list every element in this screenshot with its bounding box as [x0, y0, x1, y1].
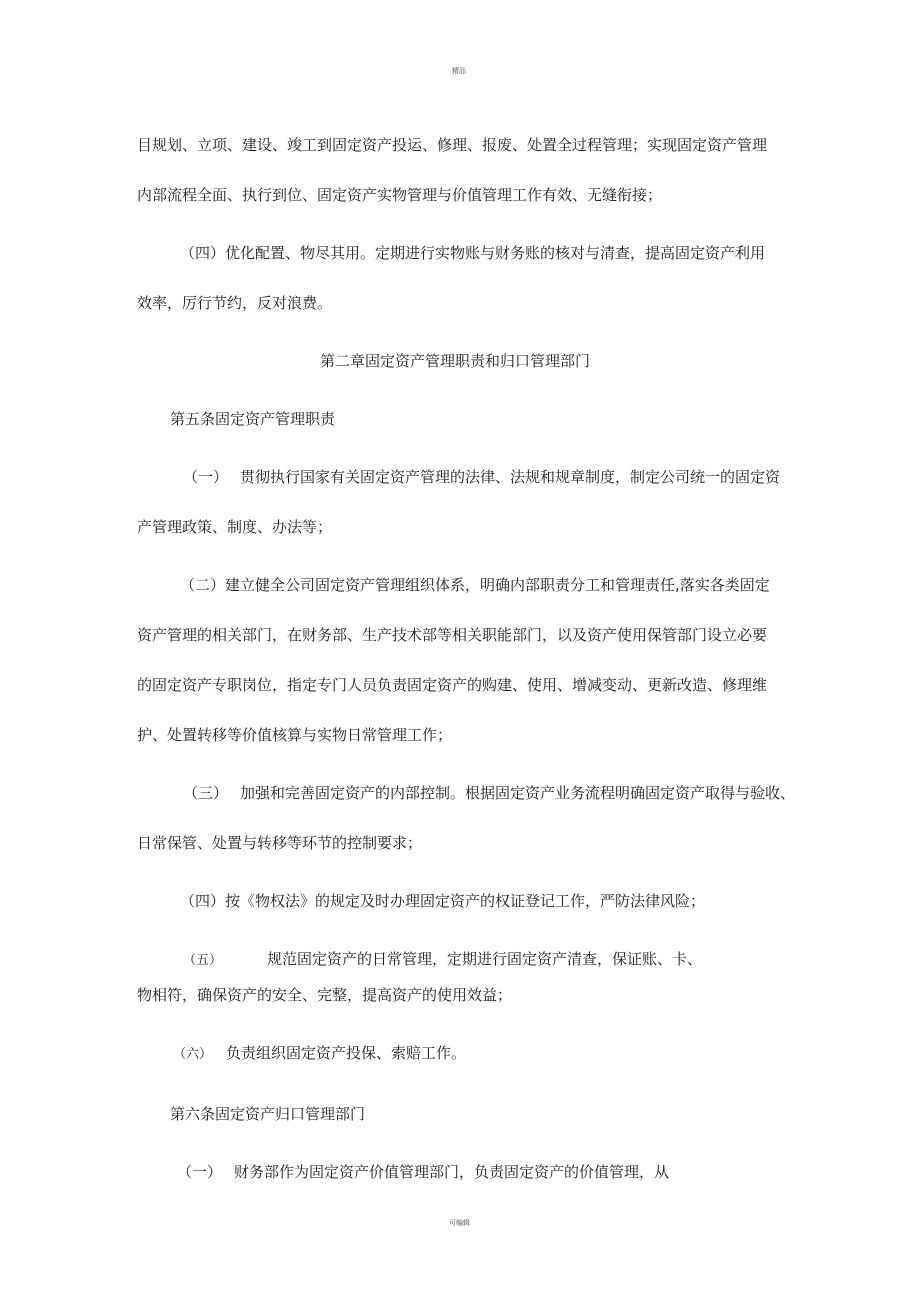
- paragraph-line: 效率，厉行节约，反对浪费。: [137, 294, 333, 312]
- paragraph-line: 护、处置转移等价值核算与实物日常管理工作；: [137, 726, 453, 744]
- header-mark: 精品: [452, 67, 466, 75]
- paragraph-line: 内部流程全面、执行到位、固定资产实物管理与价值管理工作有效、无缝衔接；: [137, 186, 663, 204]
- item-number: （一）: [183, 468, 229, 486]
- paragraph-line: （二）建立健全公司固定资产管理组织体系，明确内部职责分工和管理责任,落实各类固定: [180, 576, 770, 594]
- footer-mark: 可编辑: [449, 1219, 470, 1227]
- article-title: 第五条固定资产管理职责: [170, 410, 336, 428]
- chapter-title: 第二章固定资产管理职责和归口管理部门: [320, 352, 591, 370]
- item-number: （一）: [177, 1163, 223, 1181]
- item-text: 财务部作为固定资产价值管理部门，负责固定资产的价值管理，从: [234, 1163, 670, 1181]
- paragraph-line: （四）优化配置、物尽其用。定期进行实物账与财务账的核对与清查，提高固定资产利用: [180, 244, 766, 262]
- paragraph-line: 产管理政策、制度、办法等；: [137, 518, 333, 536]
- paragraph-line: [183, 467, 780, 487]
- item-number: （三）: [183, 784, 229, 802]
- paragraph-line: （四）按《物权法》的规定及时办理固定资产的权证登记工作，严防法律风险；: [180, 892, 706, 910]
- item-text: 负责组织固定资产投保、索赔工作。: [226, 1044, 467, 1062]
- item-number: （五）: [183, 953, 223, 968]
- item-number: （六）: [173, 1047, 213, 1062]
- paragraph-line: 日常保管、处置与转移等环节的控制要求；: [137, 834, 423, 852]
- item-text: 加强和完善固定资产的内部控制。根据固定资产业务流程明确固定资产取得与验收、: [240, 784, 796, 802]
- paragraph-line: [173, 1043, 466, 1065]
- paragraph-line: 物相符，确保资产的安全、完整，提高资产的使用效益；: [137, 986, 513, 1004]
- paragraph-line: [177, 1162, 669, 1182]
- paragraph-line: [183, 949, 702, 971]
- article-title: 第六条固定资产归口管理部门: [170, 1105, 366, 1123]
- paragraph-line: 的固定资产专职岗位，指定专门人员负责固定资产的购建、使用、增减变动、更新改造、修理维: [137, 676, 768, 694]
- paragraph-line: 目规划、立项、建设、竣工到固定资产投运、修理、报废、处置全过程管理；实现固定资产管理: [137, 136, 768, 154]
- paragraph-line: 资产管理的相关部门，在财务部、生产技术部等相关职能部门，以及资产使用保管部门设立必要: [137, 626, 768, 644]
- paragraph-line: [183, 783, 795, 803]
- item-text: 规范固定资产的日常管理，定期进行固定资产清查，保证账、卡、: [267, 950, 703, 968]
- item-text: 贯彻执行国家有关固定资产管理的法律、法规和规章制度，制定公司统一的固定资: [240, 468, 781, 486]
